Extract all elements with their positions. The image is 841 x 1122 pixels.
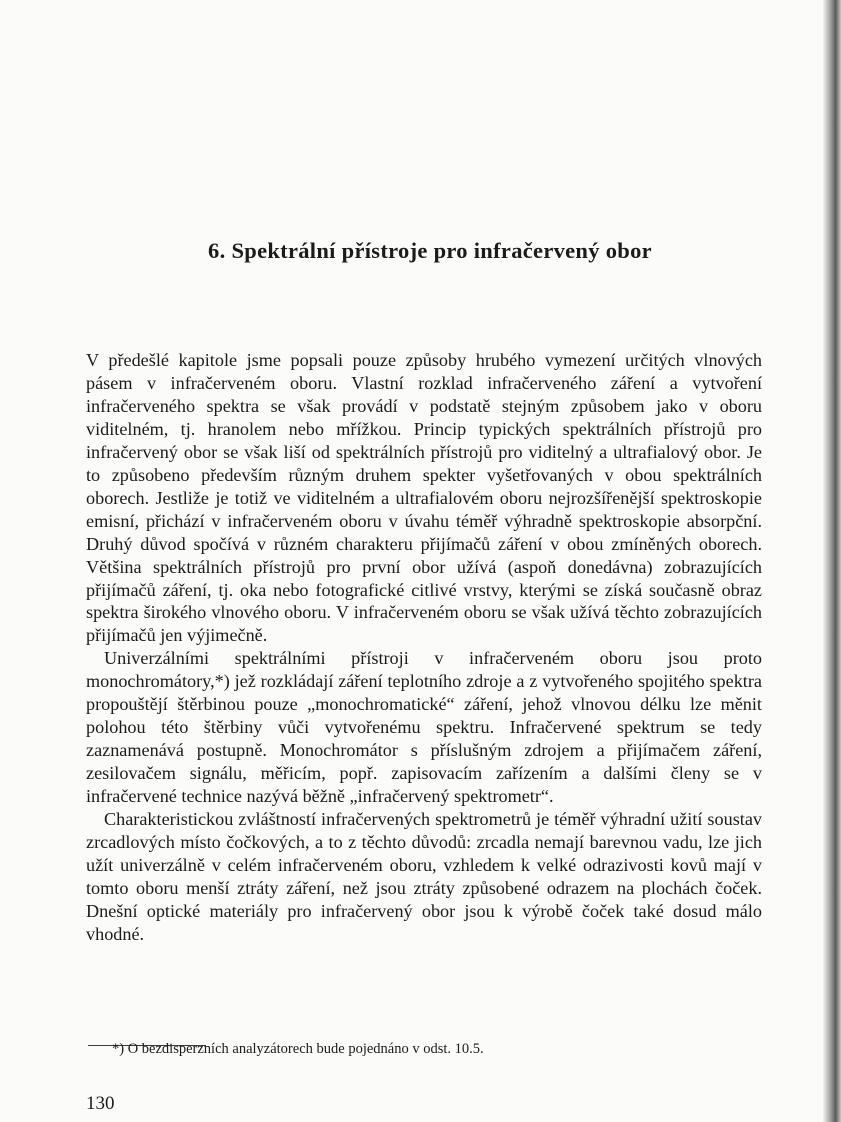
body-text bbox=[86, 349, 762, 946]
paragraph-1: V předešlé kapitole jsme popsali pouze způsoby hrubého vymezení určitých vlnových pásem v infračerveném oboru. Vlastní rozklad infračerveného záření a vytvoření infračerveného spektra se však provádí v podstatě stejným způsobem jako v oboru viditelném, tj. hranolem nebo mřížkou. Princip typických spektrálních přístrojů pro infračervený obor se však liší od spektrálních přístrojů pro viditelný a ultrafialový obor. Je to způsobeno především různým druhem spekter vyšetřovaných v obou spektrálních oborech. Jestliže je totiž ve viditelném a ultrafialovém oboru nejrozšířenější spektroskopie emisní, přichází v infračerveném oboru v úvahu téměř výhradně spektroskopie absorpční. Druhý důvod spočívá v různém charakteru přijímačů záření v obou zmíněných oborech. Většina spektrálních přístrojů pro první obor užívá (aspoň donedávna) zobrazujících přijímačů záření, tj. oka nebo fotografické citlivé vrstvy, kterými se získá současně obraz spektra širokého vlnového oboru. V infračerveném oboru se však užívá těchto zobrazujících přijímačů jen výjimečně. bbox=[86, 350, 762, 646]
paragraph-2: Univerzálními spektrálními přístroji v infračerveném oboru jsou proto monochromátory,*) jež rozkládají záření teplotního zdroje a z vytvořeného spojitého spektra propouštějí štěrbinou pouze „monochromatické“ záření, jehož vlnovou délku lze měnit polohou této štěrbiny vůči vytvořenému spektru. Infračervené spektrum se tedy zaznamenává postupně. Monochromátor s příslušným zdrojem a přijímačem záření, zesilovačem signálu, měřicím, popř. zapisovacím zařízením a dalšími členy se v infračervené technice nazývá běžně „infračervený spektrometr“. bbox=[86, 648, 762, 807]
footnote: *) O bezdisperzních analyzátorech bude pojednáno v odst. 10.5. bbox=[112, 1041, 484, 1057]
chapter-title: 6. Spektrální přístroje pro infračervený obor bbox=[208, 238, 652, 263]
paragraph-3: Charakteristickou zvláštností infračervených spektrometrů je téměř výhradní užití soustav zrcadlových místo čočkových, a to z těchto důvodů: zrcadla nemají barevnou vadu, lze jich užít univerzálně v celém infračerveném oboru, vzhledem k velké odrazivosti kovů mají v tomto oboru menší ztráty záření, než jsou ztráty způsobené odrazem na plochách čoček. Dnešní optické materiály pro infračervený obor jsou k výrobě čoček také dosud málo vhodné. bbox=[86, 809, 762, 944]
book-spine-shadow bbox=[823, 0, 841, 1122]
page-number: 130 bbox=[86, 1093, 115, 1114]
